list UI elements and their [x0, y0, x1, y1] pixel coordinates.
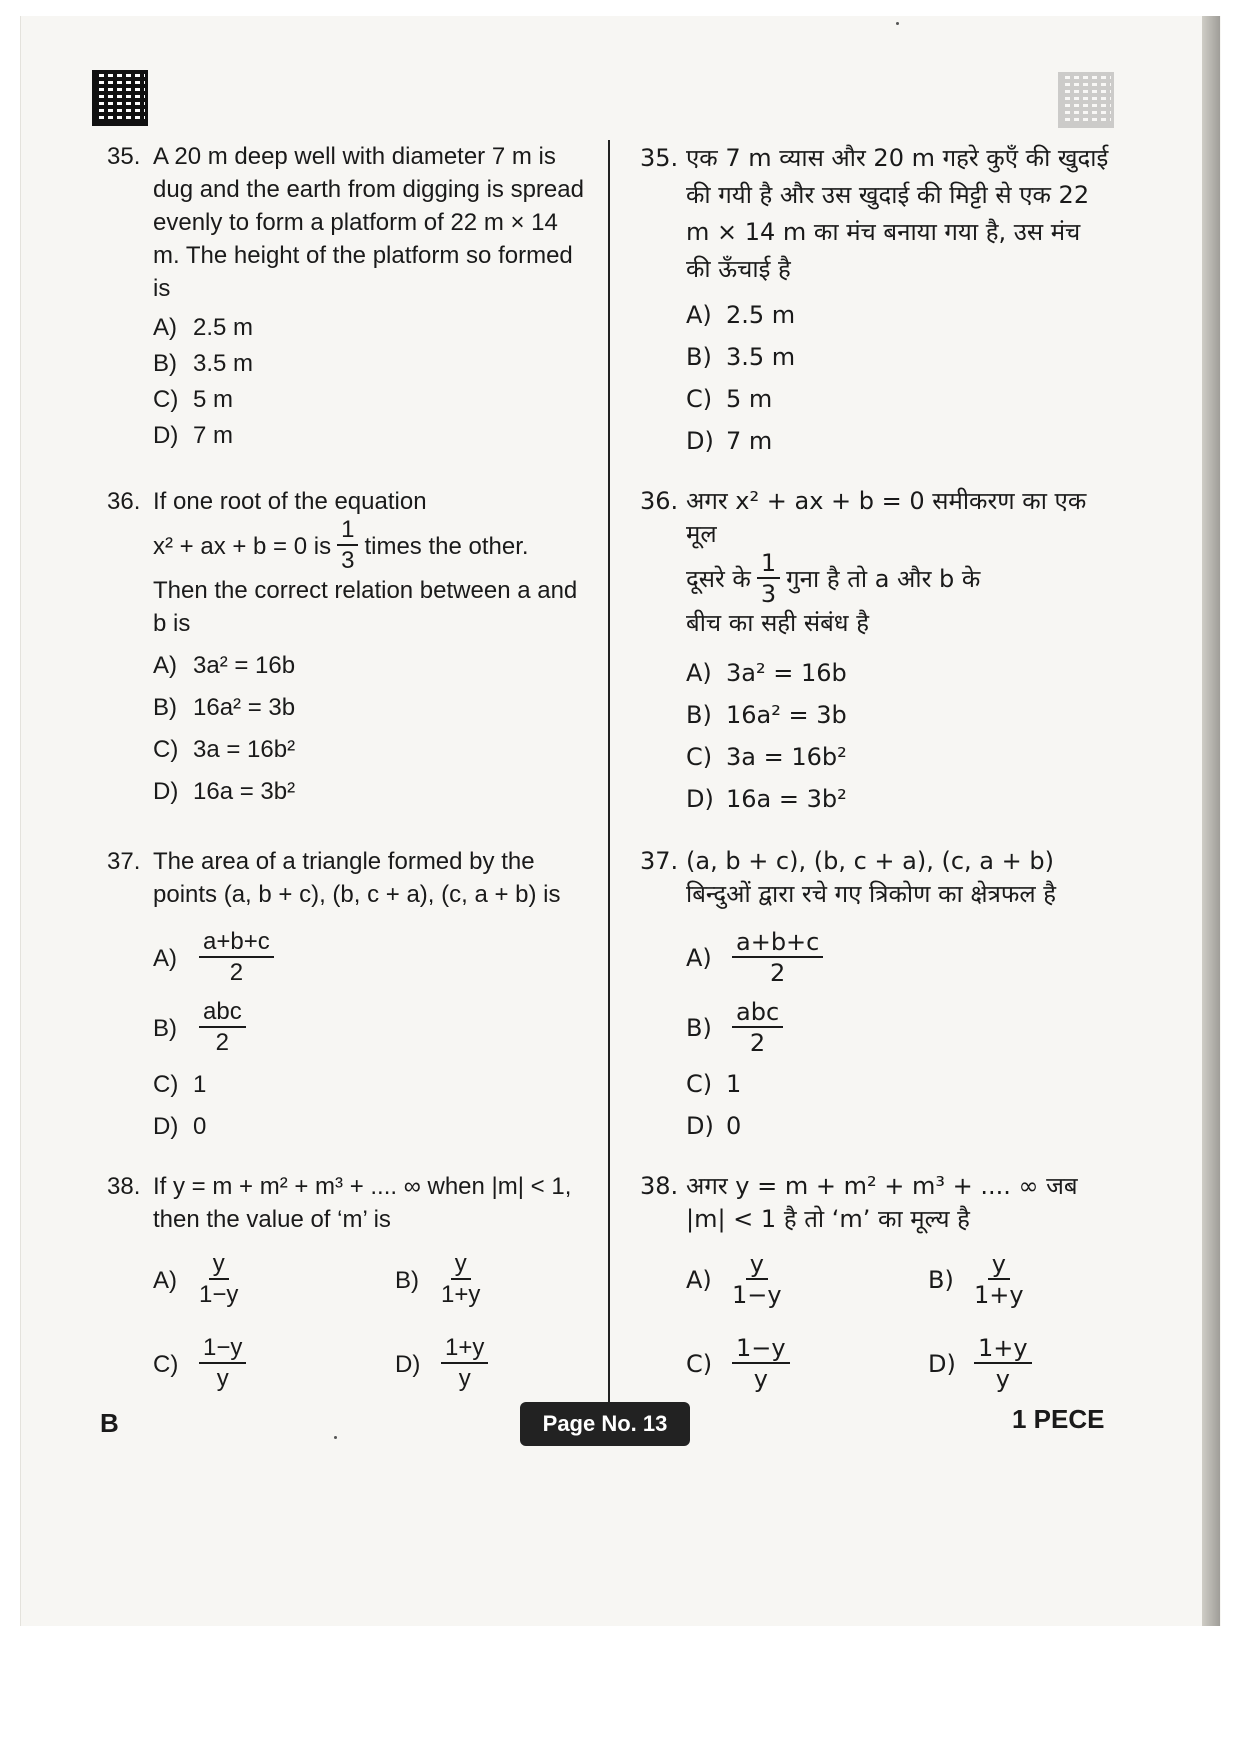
option-d[interactable]: D) 7 m: [686, 426, 773, 455]
question-37-hi: [640, 845, 1110, 1147]
option-d[interactable]: D) $\frac{1+y}{y}$: [928, 1328, 1128, 1400]
option-a[interactable]: A) 2.5 m: [686, 300, 796, 329]
page-edge-shadow: [1202, 16, 1220, 1626]
option-c[interactable]: C) 1: [153, 1070, 207, 1098]
option-b[interactable]: B) $\frac{y}{1+y}$: [395, 1250, 481, 1308]
question-35-hi: [640, 140, 1110, 462]
option-d[interactable]: D) 16a = 3b²: [686, 784, 847, 813]
question-37-en: [107, 845, 587, 1147]
question-text: (a, b + c), (b, c + a), (c, a + b) बिन्दुओं द्वारा रचे गए त्रिकोण का क्षेत्रफल है: [686, 847, 1056, 908]
option-c[interactable]: C) 1: [686, 1069, 742, 1098]
option-c[interactable]: C) 5 m: [153, 385, 234, 413]
set-code: B: [100, 1408, 119, 1438]
question-text: If y = m + m² + m³ + .... ∞ when |m| < 1, then the value of ‘m’ is: [153, 1173, 572, 1233]
option-a[interactable]: A) $\frac{a+b+c}{2}$: [686, 923, 1110, 993]
options-list: [153, 923, 587, 1147]
question-number: 37.: [107, 848, 141, 875]
question-text: If one root of the equation x² + ax + b = 0 is $\frac{1}{3}$ times the other. Then the correct relation between a and b is: [153, 488, 578, 637]
fraction: $\frac{1}{3}$: [337, 516, 358, 576]
option-c[interactable]: C) $\frac{1-y}{y}$: [153, 1328, 395, 1400]
option-b[interactable]: B) 16a² = 3b: [686, 700, 847, 729]
question-text: एक 7 m व्यास और 20 m गहरे कुएँ की खुदाई की गयी है और उस खुदाई की मिट्टी से एक 22 m × 14 m का मंच बनाया गया है, उस मंच की ऊँचाई है: [686, 144, 1109, 283]
option-d[interactable]: D) 0: [153, 1112, 207, 1140]
column-divider: [608, 140, 610, 1405]
options-list: [153, 1244, 587, 1400]
question-text: अगर y = m + m² + m³ + .... ∞ जब |m| < 1 है तो ‘m’ का मूल्य है: [686, 1172, 1078, 1233]
question-35-en: [107, 140, 587, 453]
options-list: [153, 644, 587, 812]
option-a[interactable]: A) $\frac{a+b+c}{2}$: [153, 923, 587, 993]
options-list: [686, 923, 1110, 1147]
option-c[interactable]: C) 3a = 16b²: [153, 735, 296, 763]
option-a[interactable]: A) $\frac{y}{1-y}$: [686, 1250, 782, 1309]
option-c[interactable]: C) 3a = 16b²: [686, 742, 847, 771]
option-b[interactable]: B) 16a² = 3b: [153, 693, 296, 721]
fraction: $\frac{1}{3}$: [757, 549, 780, 609]
question-number: 35.: [640, 144, 679, 172]
page-number-badge: Page No. 13: [520, 1402, 690, 1446]
qr-code-ghost-icon: [1058, 72, 1114, 128]
option-b[interactable]: B) $\frac{\text{abc}}{2}$: [686, 993, 1110, 1063]
options-list: [686, 652, 1110, 820]
question-number: 37.: [640, 847, 679, 875]
options-list: [686, 1244, 1110, 1400]
options-list: [153, 309, 587, 453]
question-38-hi: [640, 1170, 1110, 1400]
option-d[interactable]: D) 0: [686, 1111, 742, 1140]
question-36-hi: [640, 485, 1110, 820]
question-number: 36.: [640, 487, 679, 515]
option-a[interactable]: A) $\frac{y}{1-y}$: [153, 1250, 239, 1308]
option-c[interactable]: C) $\frac{1-y}{y}$: [686, 1328, 928, 1400]
print-speck: [896, 22, 899, 25]
question-number: 38.: [107, 1173, 141, 1200]
question-38-en: [107, 1170, 587, 1400]
option-d[interactable]: D) 7 m: [153, 421, 234, 449]
option-b[interactable]: B) $\frac{y}{1+y}$: [928, 1250, 1024, 1309]
print-speck: [334, 1436, 337, 1439]
option-b[interactable]: B) $\frac{\text{abc}}{2}$: [153, 993, 587, 1063]
question-text: The area of a triangle formed by the points (a, b + c), (b, c + a), (c, a + b) is: [153, 848, 561, 908]
qr-code-icon: [92, 70, 148, 126]
option-d[interactable]: D) $\frac{1+y}{y}$: [395, 1328, 595, 1400]
option-a[interactable]: A) 3a² = 16b: [153, 651, 296, 679]
option-d[interactable]: D) 16a = 3b²: [153, 777, 296, 805]
question-number: 35.: [107, 143, 141, 170]
option-b[interactable]: B) 3.5 m: [153, 349, 254, 377]
options-list: [686, 294, 1110, 462]
option-c[interactable]: C) 5 m: [686, 384, 773, 413]
question-number: 36.: [107, 488, 141, 515]
option-a[interactable]: A) 2.5 m: [153, 313, 254, 341]
option-a[interactable]: A) 3a² = 16b: [686, 658, 847, 687]
question-36-en: [107, 485, 587, 812]
option-b[interactable]: B) 3.5 m: [686, 342, 796, 371]
question-number: 38.: [640, 1172, 679, 1200]
question-text: अगर x² + ax + b = 0 समीकरण का एक मूल दूसरे के $\frac{1}{3}$ गुना है तो a और b के बीच का सही संबंध है: [686, 487, 1087, 637]
question-text: A 20 m deep well with diameter 7 m is dug and the earth from digging is spread evenly to form a platform of 22 m × 14 m. The height of the platform so formed is: [153, 143, 584, 302]
paper-code: 1 PECE: [1012, 1404, 1105, 1434]
